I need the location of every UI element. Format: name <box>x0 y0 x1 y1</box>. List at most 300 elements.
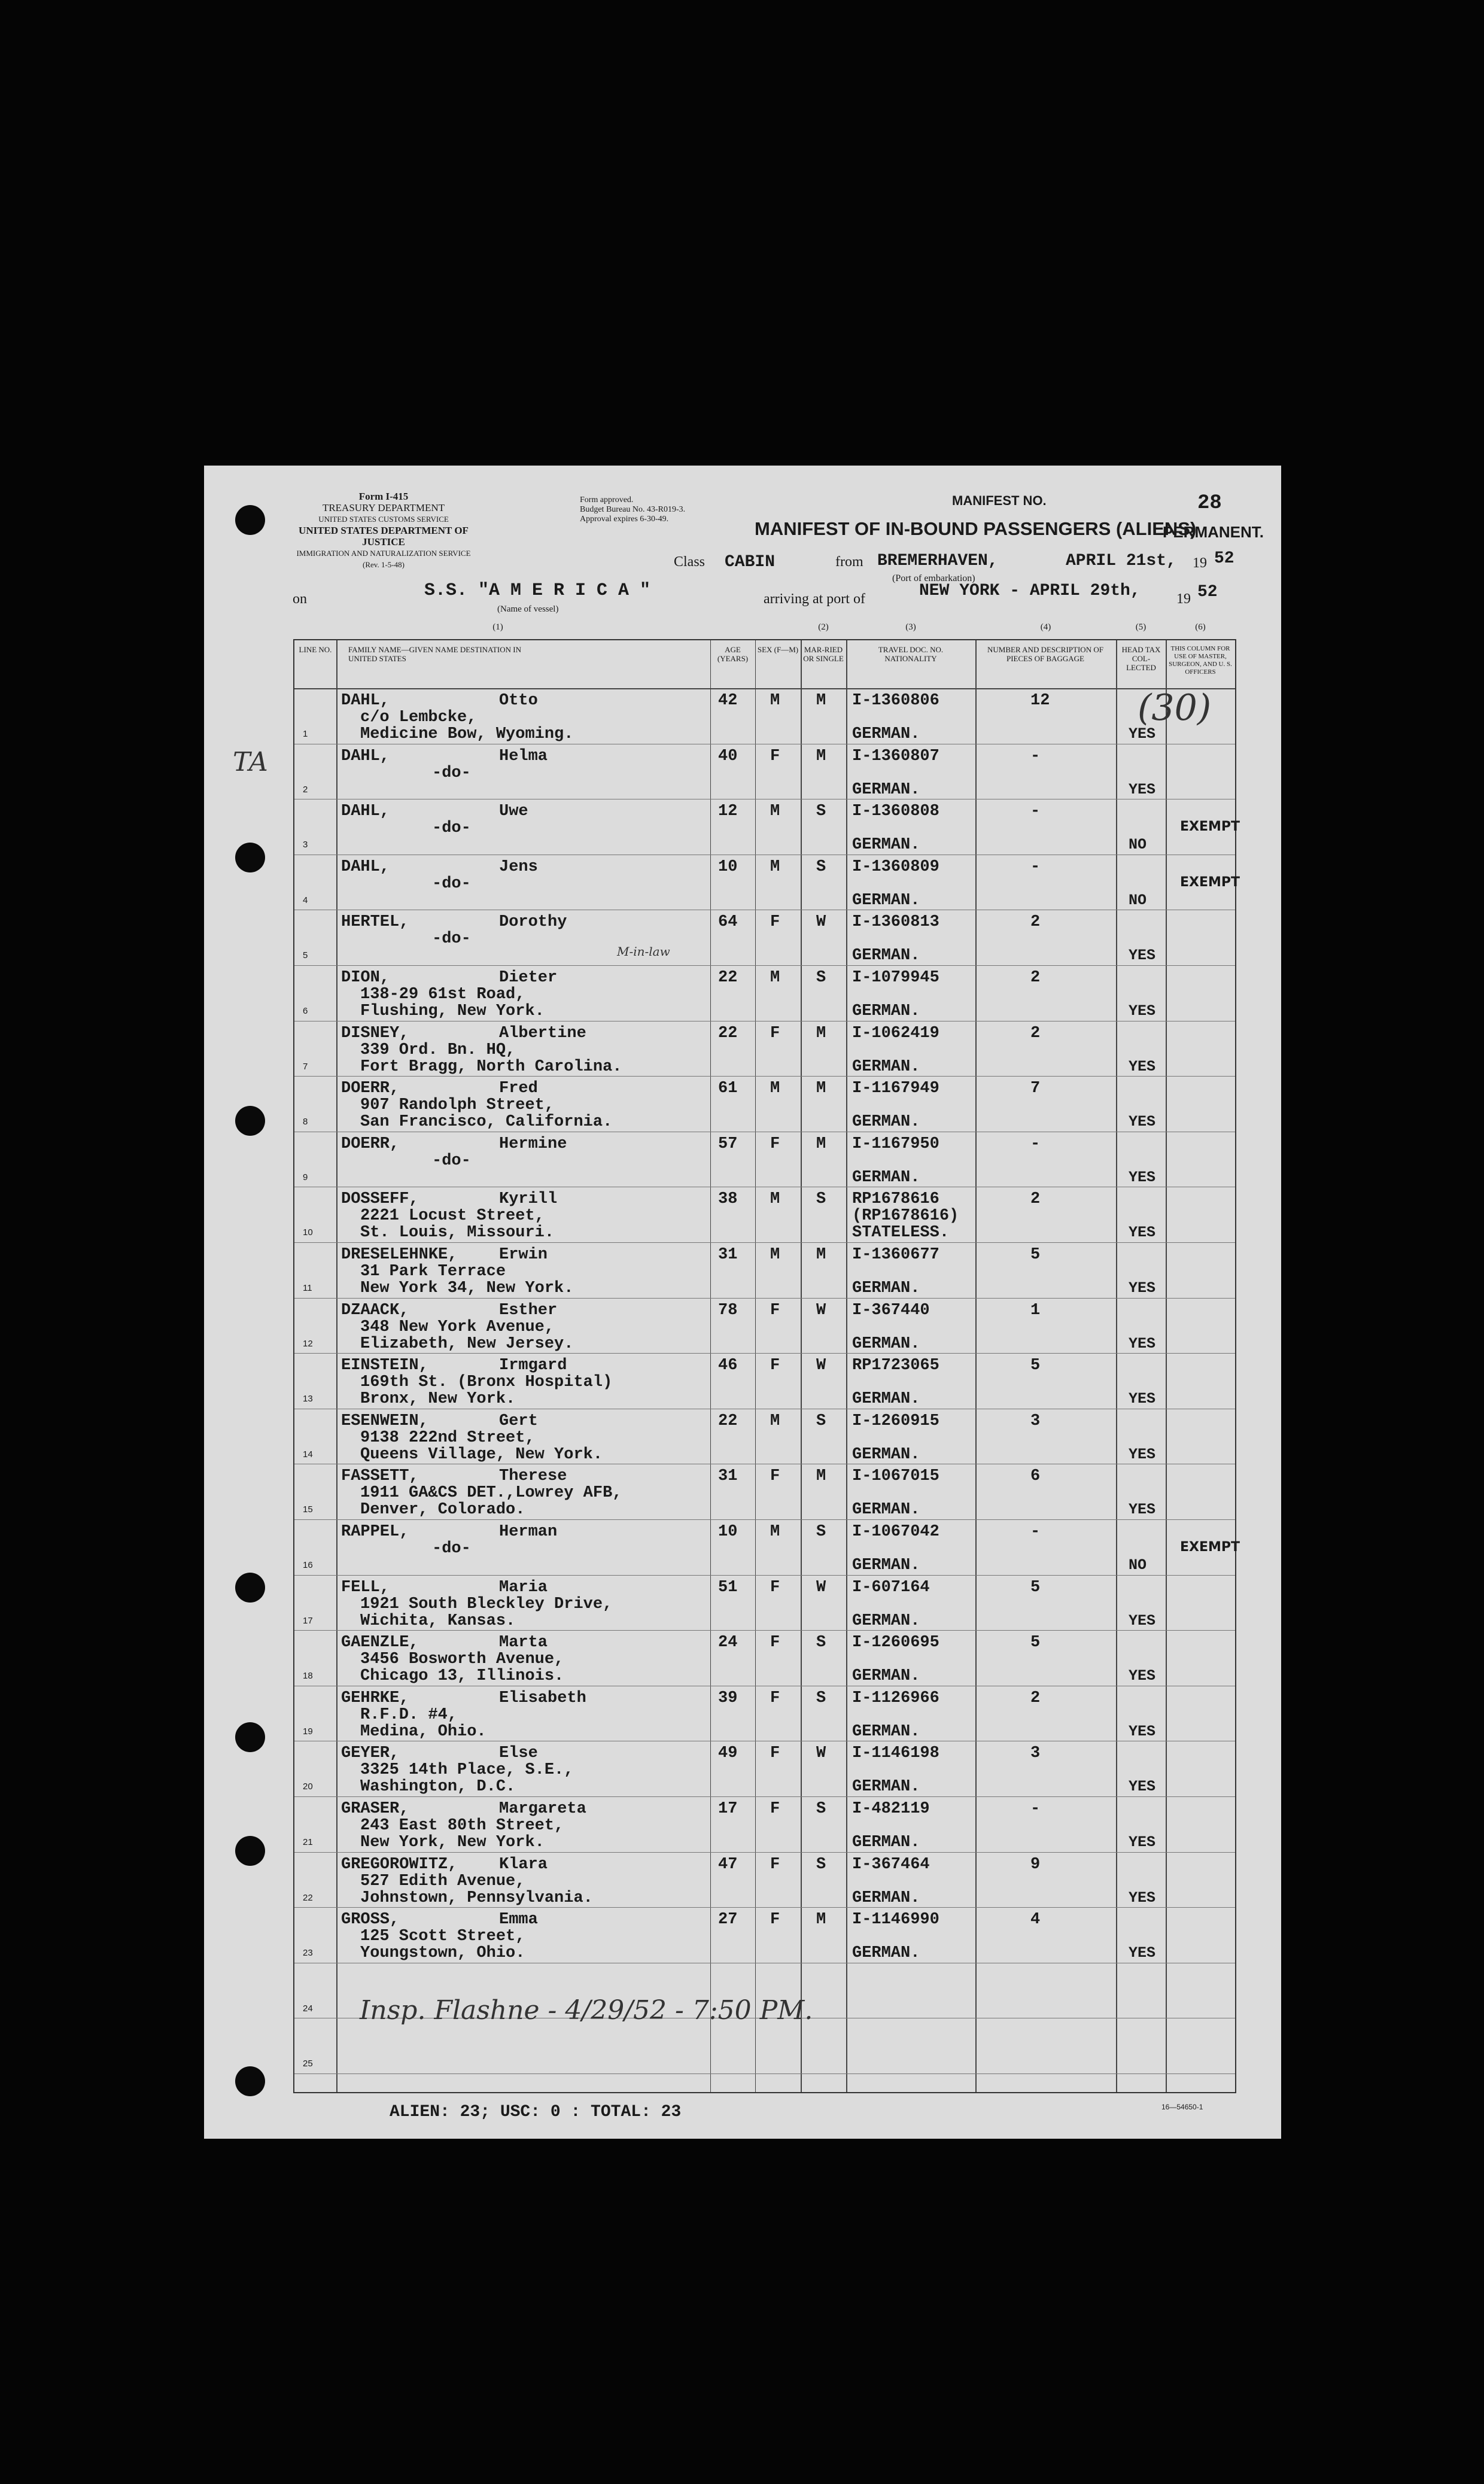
family-name: DION, <box>341 969 390 987</box>
line-number: 25 <box>303 2059 313 2069</box>
arrival-year: 52 <box>1197 583 1218 601</box>
given-name: Erwin <box>499 1246 548 1264</box>
age: 22 <box>718 1024 738 1042</box>
class-label: Class <box>674 554 705 570</box>
head-tax: YES <box>1129 1445 1156 1463</box>
destination-line: R.F.D. #4, <box>360 1705 458 1724</box>
embarkation-note: (Port of embarkation) <box>892 573 975 583</box>
print-code: 16—54650-1 <box>1161 2103 1203 2111</box>
marital-status: S <box>816 802 826 821</box>
destination-line: 907 Randolph Street, <box>360 1096 555 1115</box>
age: 31 <box>718 1246 738 1264</box>
travel-doc-number: I-482119 <box>852 1800 930 1818</box>
baggage-count: 2 <box>1030 1024 1041 1042</box>
manifest-no-label: MANIFEST NO. <box>952 493 1047 508</box>
line-number: 16 <box>303 1560 313 1570</box>
class-value: CABIN <box>725 553 776 571</box>
destination-line: 169th St. (Bronx Hospital) <box>360 1373 613 1392</box>
binder-hole <box>235 1573 265 1603</box>
table-row <box>294 1575 1235 1630</box>
travel-doc-number: RP1678616 <box>852 1190 939 1209</box>
binder-hole <box>235 505 265 535</box>
nationality: GERMAN. <box>852 725 920 743</box>
sex: M <box>770 1523 780 1541</box>
line-number: 5 <box>303 950 308 961</box>
table-row <box>294 855 1240 910</box>
age: 61 <box>718 1080 738 1098</box>
sex: M <box>770 1080 780 1098</box>
line-number: 22 <box>303 1892 313 1903</box>
age: 42 <box>718 692 738 710</box>
table-row <box>294 1907 1235 1962</box>
travel-doc-number: I-1167950 <box>852 1135 939 1153</box>
marital-status: S <box>816 858 826 876</box>
sex: F <box>770 913 780 932</box>
family-name: DRESELEHNKE, <box>341 1246 458 1264</box>
given-name: Emma <box>499 1911 538 1929</box>
head-tax: YES <box>1129 1501 1156 1519</box>
column-header-line: LINE NO. <box>299 645 332 654</box>
destination-line: -do- <box>432 764 471 782</box>
nationality: GERMAN. <box>852 1667 920 1686</box>
table-row <box>294 1741 1235 1796</box>
travel-doc-number: I-1360808 <box>852 802 939 821</box>
travel-doc-number: I-1360677 <box>852 1246 939 1264</box>
vessel-note: (Name of vessel) <box>497 604 559 614</box>
table-row <box>294 2018 1235 2073</box>
line-number: 6 <box>303 1006 308 1016</box>
given-name: Esther <box>499 1301 558 1319</box>
family-name: GRASER, <box>341 1800 409 1818</box>
marital-status: W <box>816 1301 826 1319</box>
marital-status: M <box>816 1024 826 1042</box>
departure-year: 52 <box>1214 549 1234 568</box>
travel-doc-number: I-1260695 <box>852 1634 939 1652</box>
age: 51 <box>718 1578 738 1597</box>
nationality: GERMAN. <box>852 1501 920 1519</box>
baggage-count: 4 <box>1030 1911 1041 1929</box>
destination-line: Bronx, New York. <box>360 1390 516 1409</box>
baggage-count: 5 <box>1030 1246 1041 1264</box>
baggage-count: 5 <box>1030 1578 1041 1597</box>
family-name: DAHL, <box>341 802 390 821</box>
family-name: GEYER, <box>341 1744 400 1763</box>
age: 39 <box>718 1689 738 1707</box>
year-prefix: 19 <box>1193 555 1207 571</box>
sex: M <box>770 858 780 876</box>
destination-line: 3456 Bosworth Avenue, <box>360 1650 564 1669</box>
given-name: Albertine <box>499 1024 586 1042</box>
line-number: 15 <box>303 1504 313 1515</box>
column-header-marital: MAR-RIED OR SINGLE <box>803 645 844 663</box>
head-tax: NO <box>1129 891 1147 909</box>
destination-line: 125 Scott Street, <box>360 1927 525 1946</box>
nationality: GERMAN. <box>852 1390 920 1409</box>
line-number: 19 <box>303 1726 313 1737</box>
officer-note: EXEMPT <box>1180 819 1240 835</box>
given-name: Irmgard <box>499 1357 567 1375</box>
nationality: GERMAN. <box>852 1445 920 1464</box>
baggage-count: 12 <box>1030 692 1050 710</box>
nationality: GERMAN. <box>852 1279 920 1297</box>
baggage-count: - <box>1030 1135 1041 1153</box>
nationality: GERMAN. <box>852 1002 920 1020</box>
head-tax: YES <box>1129 1057 1156 1075</box>
marital-status: S <box>816 1523 826 1541</box>
arriving-label: arriving at port of <box>764 591 865 607</box>
destination-line: 339 Ord. Bn. HQ, <box>360 1041 516 1059</box>
destination-line: 9138 222nd Street, <box>360 1428 535 1447</box>
destination-line: Flushing, New York. <box>360 1002 545 1020</box>
sex: F <box>770 1578 780 1597</box>
head-tax: YES <box>1129 1002 1156 1020</box>
column-number: (6) <box>1195 622 1206 632</box>
age: 24 <box>718 1634 738 1652</box>
baggage-count: 1 <box>1030 1301 1041 1319</box>
travel-doc-number: I-1167949 <box>852 1080 939 1098</box>
destination-line: 348 New York Avenue, <box>360 1318 555 1336</box>
marital-status: S <box>816 1634 826 1652</box>
table-row <box>294 1686 1235 1741</box>
column-header-head-tax: HEAD TAX COL-LECTED <box>1121 645 1161 672</box>
family-name: DAHL, <box>341 858 390 876</box>
given-name: Uwe <box>499 802 528 821</box>
baggage-count: - <box>1030 1800 1041 1818</box>
family-name: DAHL, <box>341 747 390 765</box>
destination-line: -do- <box>432 930 471 948</box>
age: 64 <box>718 913 738 932</box>
line-number: 17 <box>303 1615 313 1626</box>
table-row <box>294 1519 1240 1574</box>
family-name: DAHL, <box>341 692 390 710</box>
nationality: GERMAN. <box>852 1889 920 1907</box>
sex: F <box>770 1689 780 1707</box>
destination-line: c/o Lembcke, <box>360 709 477 726</box>
head-tax: YES <box>1129 1113 1156 1131</box>
handwritten-ta-mark: TA <box>233 747 268 777</box>
family-name: DOERR, <box>341 1135 400 1153</box>
table-row <box>294 744 1235 799</box>
destination-line: -do- <box>432 874 471 893</box>
family-name: DZAACK, <box>341 1301 409 1319</box>
table-row <box>294 1187 1235 1242</box>
destination-line: St. Louis, Missouri. <box>360 1224 555 1242</box>
sex: F <box>770 1855 780 1874</box>
column-header-officers: THIS COLUMN FOR USE OF MASTER, SURGEON, AND U. S. OFFICERS <box>1169 645 1232 676</box>
line-number: 4 <box>303 895 308 905</box>
destination-line: Wichita, Kansas. <box>360 1612 516 1630</box>
table-row <box>294 799 1240 855</box>
manifest-no: 28 <box>1197 492 1222 515</box>
binder-hole <box>235 1722 265 1752</box>
sex: F <box>770 1911 780 1929</box>
head-tax: YES <box>1129 725 1156 743</box>
marital-status: M <box>816 1467 826 1486</box>
travel-doc-number: I-1260915 <box>852 1412 939 1430</box>
travel-doc-number: I-1126966 <box>852 1689 939 1707</box>
destination-line: Medicine Bow, Wyoming. <box>360 725 574 743</box>
marital-status: W <box>816 1357 826 1375</box>
given-name: Fred <box>499 1080 538 1098</box>
column-number: (2) <box>818 622 829 632</box>
travel-doc-number: I-1360809 <box>852 858 939 876</box>
travel-doc-number: I-1360806 <box>852 692 939 710</box>
line-number: 1 <box>303 729 308 739</box>
nationality: GERMAN. <box>852 1612 920 1630</box>
age: 12 <box>718 802 738 821</box>
nationality: GERMAN. <box>852 780 920 799</box>
binder-hole <box>235 1106 265 1136</box>
column-header-age: AGE (YEARS) <box>717 645 749 663</box>
travel-doc-number: I-607164 <box>852 1578 930 1597</box>
family-name: ESENWEIN, <box>341 1412 428 1430</box>
table-row <box>294 1132 1235 1187</box>
marital-status: M <box>816 1246 826 1264</box>
marital-status: M <box>816 747 826 765</box>
line-number: 21 <box>303 1837 313 1847</box>
column-header-name: FAMILY NAME—GIVEN NAME DESTINATION IN UNITED STATES <box>348 645 522 663</box>
handwritten-relation-note: M-in-law <box>617 944 670 959</box>
marital-status: M <box>816 1911 826 1929</box>
travel-doc-number: I-1146198 <box>852 1744 939 1763</box>
line-number: 7 <box>303 1061 308 1072</box>
travel-doc-number: I-1360807 <box>852 747 939 765</box>
sex: F <box>770 1800 780 1818</box>
marital-status: S <box>816 1412 826 1430</box>
year-prefix: 19 <box>1176 591 1191 607</box>
head-tax: YES <box>1129 1722 1156 1740</box>
vessel-name: S.S. "A M E R I C A " <box>424 580 651 601</box>
dept-ins: IMMIGRATION AND NATURALIZATION SERVICE <box>296 549 471 558</box>
given-name: Herman <box>499 1523 558 1541</box>
officer-note: EXEMPT <box>1180 874 1240 890</box>
travel-doc-number: I-367464 <box>852 1855 930 1874</box>
arrival-port-date: NEW YORK - APRIL 29th, <box>919 582 1141 600</box>
form-approval-block <box>580 495 723 524</box>
head-tax: YES <box>1129 1224 1156 1242</box>
family-name: RAPPEL, <box>341 1523 409 1541</box>
column-header-sex: SEX (F—M) <box>757 645 799 654</box>
destination-line: 31 Park Terrace <box>360 1263 506 1281</box>
family-name: GAENZLE, <box>341 1634 419 1652</box>
age: 78 <box>718 1301 738 1319</box>
table-row <box>294 1298 1235 1353</box>
marital-status: S <box>816 969 826 987</box>
baggage-count: 7 <box>1030 1080 1041 1098</box>
nationality: STATELESS. <box>852 1224 950 1242</box>
marital-status: M <box>816 1135 826 1153</box>
age: 22 <box>718 1412 738 1430</box>
column-number: (1) <box>492 622 503 632</box>
nationality: GERMAN. <box>852 1556 920 1574</box>
column-header-travel-doc: TRAVEL DOC. NO. NATIONALITY <box>878 645 944 663</box>
travel-doc-number: I-1146990 <box>852 1911 939 1929</box>
given-name: Maria <box>499 1578 548 1597</box>
given-name: Margareta <box>499 1800 586 1818</box>
baggage-count: 5 <box>1030 1357 1041 1375</box>
dept-customs: UNITED STATES CUSTOMS SERVICE <box>318 515 449 524</box>
baggage-count: 2 <box>1030 1689 1041 1707</box>
family-name: GREGOROWITZ, <box>341 1855 458 1874</box>
baggage-count: - <box>1030 858 1041 876</box>
given-name: Dieter <box>499 969 558 987</box>
head-tax: YES <box>1129 1889 1156 1907</box>
head-tax: NO <box>1129 836 1147 854</box>
destination-line: Johnstown, Pennsylvania. <box>360 1889 593 1907</box>
head-tax: YES <box>1129 780 1156 798</box>
head-tax: YES <box>1129 1944 1156 1962</box>
family-name: DOSSEFF, <box>341 1190 419 1209</box>
baggage-count: 2 <box>1030 913 1041 932</box>
line-number: 2 <box>303 784 308 795</box>
head-tax: YES <box>1129 1612 1156 1629</box>
line-number: 23 <box>303 1948 313 1959</box>
table-row <box>294 1409 1235 1464</box>
given-name: Gert <box>499 1412 538 1430</box>
head-tax: YES <box>1129 1168 1156 1186</box>
baggage-count: 3 <box>1030 1412 1041 1430</box>
baggage-count: 3 <box>1030 1744 1041 1763</box>
family-name: GEHRKE, <box>341 1689 409 1707</box>
age: 47 <box>718 1855 738 1874</box>
table-row <box>294 1021 1235 1076</box>
age: 57 <box>718 1135 738 1153</box>
given-name: Else <box>499 1744 538 1763</box>
age: 22 <box>718 969 738 987</box>
table-row <box>294 1464 1235 1519</box>
marital-status: S <box>816 1800 826 1818</box>
family-name: DOERR, <box>341 1080 400 1098</box>
nationality: GERMAN. <box>852 1334 920 1353</box>
nationality: GERMAN. <box>852 1834 920 1851</box>
manifest-status: PERMANENT. <box>1163 523 1264 541</box>
officer-note: EXEMPT <box>1180 1540 1240 1555</box>
given-name: Helma <box>499 747 548 765</box>
sex: M <box>770 692 780 710</box>
sex: F <box>770 1135 780 1153</box>
family-name: GROSS, <box>341 1911 400 1929</box>
nationality: GERMAN. <box>852 947 920 965</box>
head-tax: YES <box>1129 1334 1156 1352</box>
travel-doc-number: RP1723065 <box>852 1357 939 1375</box>
nationality: GERMAN. <box>852 891 920 910</box>
destination-line: 3325 14th Place, S.E., <box>360 1761 574 1780</box>
head-tax: NO <box>1129 1556 1147 1574</box>
given-name: Otto <box>499 692 538 710</box>
age: 38 <box>718 1190 738 1209</box>
destination-line: Elizabeth, New Jersey. <box>360 1334 574 1353</box>
given-name: Elisabeth <box>499 1689 586 1707</box>
sex: M <box>770 1412 780 1430</box>
line-number: 18 <box>303 1671 313 1682</box>
family-name: DISNEY, <box>341 1024 409 1042</box>
column-number: (4) <box>1040 622 1051 632</box>
sex: F <box>770 1467 780 1486</box>
column-number: (5) <box>1135 622 1147 632</box>
marital-status: S <box>816 1190 826 1209</box>
family-name: HERTEL, <box>341 913 409 932</box>
from-label: from <box>835 554 863 570</box>
destination-line: Medina, Ohio. <box>360 1722 486 1741</box>
head-tax: YES <box>1129 947 1156 965</box>
sex: F <box>770 747 780 765</box>
approval-line: Budget Bureau No. 43-R019-3. <box>580 505 686 514</box>
travel-doc-number: I-1062419 <box>852 1024 939 1042</box>
destination-line: Chicago 13, Illinois. <box>360 1667 564 1686</box>
destination-line: 243 East 80th Street, <box>360 1817 564 1835</box>
binder-hole <box>235 1836 265 1866</box>
dept-justice: UNITED STATES DEPARTMENT OF JUSTICE <box>299 525 469 548</box>
binder-hole <box>235 2066 265 2096</box>
form-number: Form I-415 <box>358 491 409 502</box>
marital-status: S <box>816 1689 826 1707</box>
destination-line: Youngstown, Ohio. <box>360 1944 525 1963</box>
family-name: EINSTEIN, <box>341 1357 428 1375</box>
destination-line: New York, New York. <box>360 1834 545 1851</box>
given-name: Kyrill <box>499 1190 558 1209</box>
passenger-totals: ALIEN: 23; USC: 0 : TOTAL: 23 <box>390 2103 682 2121</box>
column-header-baggage: NUMBER AND DESCRIPTION OF PIECES OF BAGGAGE <box>987 645 1103 663</box>
given-name: Jens <box>499 858 538 876</box>
nationality: GERMAN. <box>852 1057 920 1076</box>
nationality: GERMAN. <box>852 1722 920 1741</box>
age: 31 <box>718 1467 738 1486</box>
column-number: (3) <box>905 622 916 632</box>
age: 46 <box>718 1357 738 1375</box>
destination-line: 2221 Locust Street, <box>360 1207 545 1226</box>
marital-status: M <box>816 692 826 710</box>
nationality: GERMAN. <box>852 1944 920 1963</box>
line-number: 24 <box>303 2003 313 2014</box>
line-number: 8 <box>303 1117 308 1127</box>
baggage-count: - <box>1030 802 1041 821</box>
binder-hole <box>235 843 265 872</box>
table-row <box>294 1242 1235 1297</box>
marital-status: W <box>816 1744 826 1763</box>
departure-date: APRIL 21st, <box>1066 552 1176 570</box>
destination-line: Denver, Colorado. <box>360 1501 525 1519</box>
destination-line: -do- <box>432 819 471 838</box>
marital-status: M <box>816 1080 826 1098</box>
sex: M <box>770 802 780 821</box>
line-number: 9 <box>303 1172 308 1182</box>
sex: F <box>770 1357 780 1375</box>
sex: F <box>770 1024 780 1042</box>
nationality: GERMAN. <box>852 1778 920 1796</box>
passenger-table <box>293 622 1240 2093</box>
sex: M <box>770 1190 780 1209</box>
nationality: GERMAN. <box>852 1113 920 1132</box>
nationality: GERMAN. <box>852 1168 920 1187</box>
destination-line: 1911 GA&CS DET.,Lowrey AFB, <box>360 1484 622 1503</box>
destination-line: Washington, D.C. <box>360 1778 516 1796</box>
head-tax: YES <box>1129 1667 1156 1685</box>
line-number: 3 <box>303 840 308 850</box>
given-name: Hermine <box>499 1135 567 1153</box>
approval-line: Form approved. <box>580 495 634 504</box>
destination-line: 1921 South Bleckley Drive, <box>360 1595 613 1613</box>
destination-line: 527 Edith Avenue, <box>360 1872 525 1890</box>
table-row <box>294 688 1235 743</box>
dept-treasury: TREASURY DEPARTMENT <box>322 502 445 513</box>
sex: M <box>770 1246 780 1264</box>
destination-line: -do- <box>432 1540 471 1558</box>
travel-doc-number: I-1079945 <box>852 969 939 987</box>
from-port: BREMERHAVEN, <box>877 552 998 570</box>
form-revision: (Rev. 1-5-48) <box>363 560 405 569</box>
age: 10 <box>718 858 738 876</box>
line-number: 14 <box>303 1449 313 1460</box>
